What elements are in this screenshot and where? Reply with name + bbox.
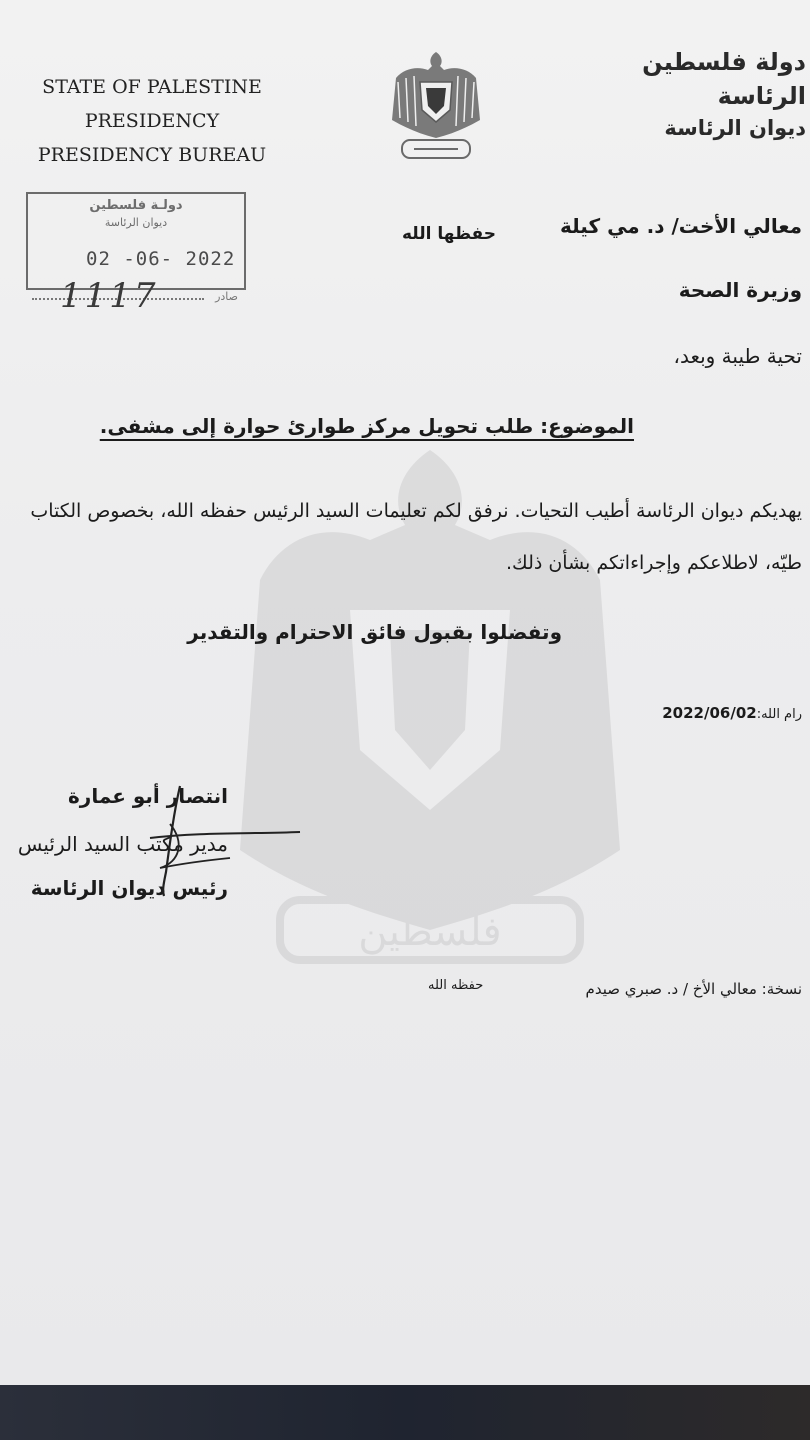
subject-line: الموضوع: طلب تحويل مركز طوارئ حوارة إلى مشفى. bbox=[99, 414, 634, 438]
copy-honorific: حفظه الله bbox=[428, 978, 484, 993]
letterhead-state: STATE OF PALESTINE bbox=[42, 76, 262, 98]
addressee: معالي الأخت/ د. مي كيلة bbox=[560, 214, 802, 238]
copy-recipient: نسخة: معالي الأخ / د. صبري صيدم bbox=[585, 980, 802, 998]
registry-stamp bbox=[26, 192, 246, 316]
letterhead-bureau-ar: ديوان الرئاسة bbox=[664, 116, 806, 140]
letter-date: 2022/06/02 bbox=[662, 704, 757, 722]
body-paragraph: يهديكم ديوان الرئاسة أطيب التحيات. نرفق لكم تعليمات السيد الرئيس حفظه الله، بخصوص الكتاب طيّه، لاطلاعكم وإجراءاتكم بشأن ذلك. bbox=[30, 500, 802, 574]
letterhead-state-ar: دولة فلسطين bbox=[642, 48, 806, 76]
letterhead-presidency: PRESIDENCY bbox=[84, 110, 220, 132]
letterhead-bureau: PRESIDENCY BUREAU bbox=[37, 144, 267, 166]
background-surface bbox=[0, 1385, 810, 1440]
palestine-eagle-emblem bbox=[388, 48, 484, 164]
stamp-issued-label: صادر bbox=[215, 290, 238, 303]
letterhead-presidency-ar: الرئاسة bbox=[717, 82, 806, 110]
addressee-honorific: حفظها الله bbox=[402, 224, 497, 244]
stamp-bureau: ديوان الرئاسة bbox=[104, 216, 168, 229]
signatory-title-2: رئيس ديوان الرئاسة bbox=[30, 876, 228, 900]
signatory-name: انتصار أبو عمارة bbox=[68, 784, 228, 808]
handwritten-signature bbox=[140, 772, 310, 902]
stamp-state: دولـة فلسطين bbox=[89, 198, 183, 213]
stamp-date: 02 -06- 2022 bbox=[86, 248, 236, 270]
english-letterhead bbox=[22, 70, 282, 172]
greeting: تحية طيبة وبعد، bbox=[673, 344, 802, 368]
date-line bbox=[662, 704, 802, 722]
stamp-number: 1117 bbox=[60, 276, 159, 316]
ministry-name: وزيرة الصحة bbox=[678, 278, 802, 302]
arabic-letterhead bbox=[566, 44, 806, 144]
signatory-title-1: مدير مكتب السيد الرئيس bbox=[17, 832, 228, 856]
closing-line: وتفضلوا بقبول فائق الاحترام والتقدير bbox=[187, 620, 562, 644]
date-place: رام الله: bbox=[756, 707, 802, 722]
watermark-word: فلسطين bbox=[358, 909, 502, 955]
